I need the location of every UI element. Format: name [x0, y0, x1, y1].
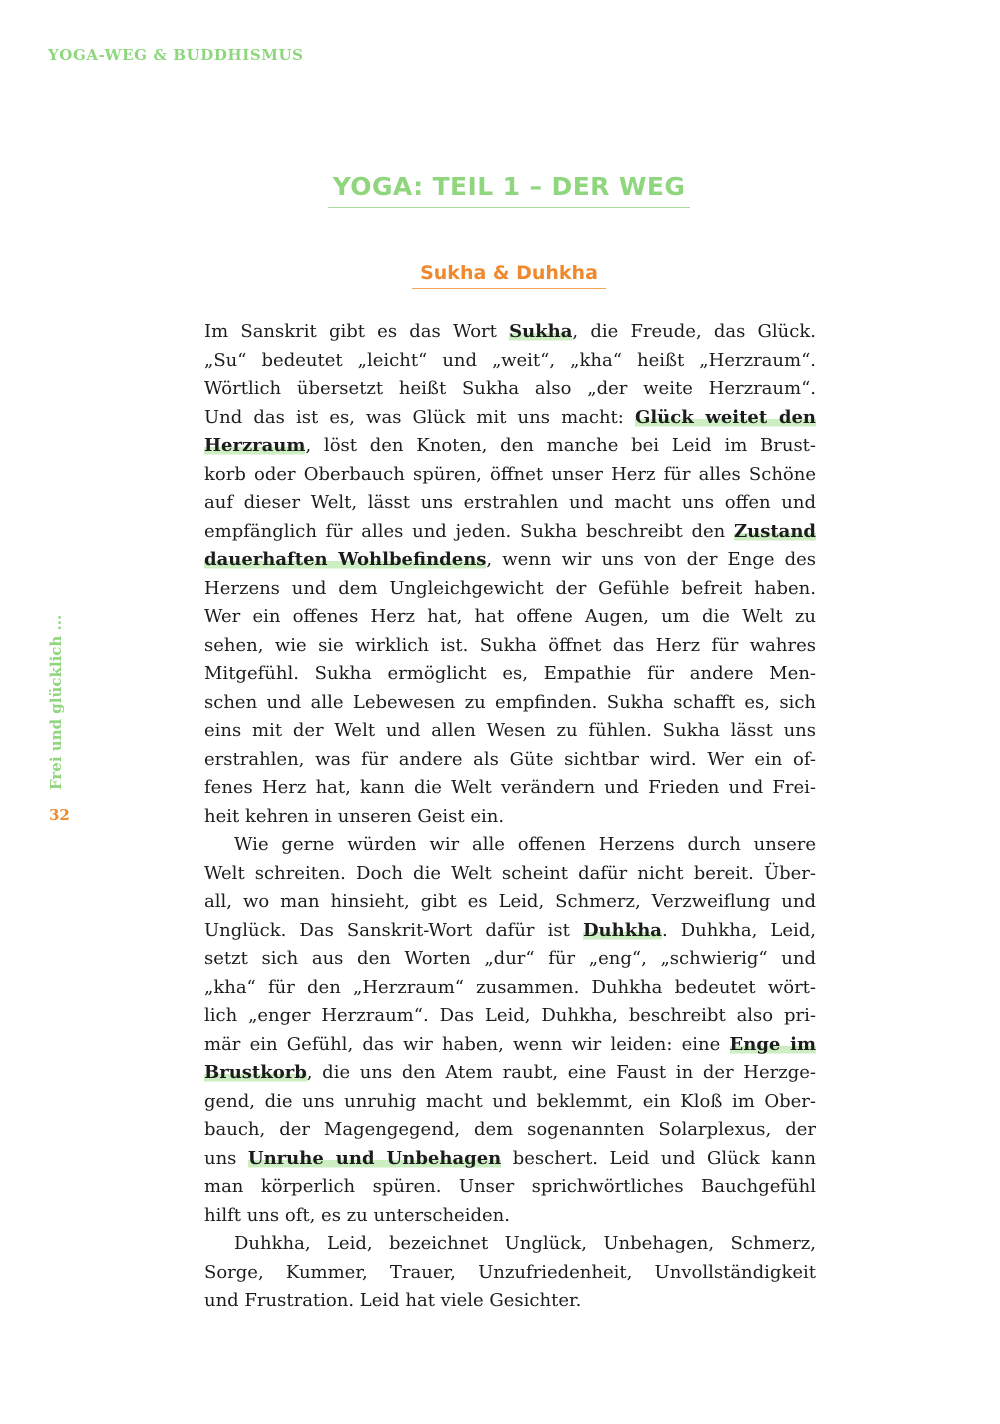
text-line: [204, 1002, 816, 1031]
text-segment: Im Sanskrit gibt es das Wort: [204, 321, 510, 342]
text-segment: , die Freude, das Glück.: [572, 321, 816, 342]
text-line: [204, 1259, 816, 1288]
chapter-title: YOGA: TEIL 1 – DER WEG: [328, 172, 690, 208]
text-line: [204, 318, 816, 347]
text-segment: gend, die uns unruhig macht und beklemmt, ein Kloß im Ober-: [204, 1090, 816, 1112]
text-line: [204, 603, 816, 632]
text-segment: , die uns den Atem raubt, eine Faust in der Herzge-: [306, 1062, 816, 1083]
text-line: [204, 974, 816, 1003]
text-segment: „kha“ für den „Herzraum“ zusammen. Duhkha bedeutet wört-: [204, 976, 816, 998]
text-segment: setzt sich aus den Worten „dur“ für „eng“, „schwierig“ und: [204, 948, 816, 969]
text-line: [204, 518, 816, 547]
text-line: [204, 632, 816, 661]
text-line: [204, 1230, 816, 1259]
text-line: [204, 1287, 816, 1316]
text-segment: mär ein Gefühl, das wir haben, wenn wir leiden: eine: [204, 1033, 730, 1055]
text-line: [204, 375, 816, 404]
text-segment: bauch, der Magengegend, dem sogenannten Solarplexus, der: [204, 1119, 816, 1140]
text-line: [204, 803, 816, 832]
text-line: [204, 1202, 816, 1231]
highlighted-term: Enge im: [729, 1033, 816, 1055]
text-segment: empfänglich für alles und jeden. Sukha beschreibt den: [204, 520, 734, 542]
text-segment: auf dieser Welt, lässt uns erstrahlen und macht uns offen und: [204, 492, 816, 513]
text-segment: Duhkha, Leid, bezeichnet Unglück, Unbehagen, Schmerz,: [234, 1233, 816, 1254]
text-line: [204, 1116, 816, 1145]
text-line: [204, 689, 816, 718]
highlighted-term: Sukha: [509, 321, 573, 342]
text-segment: beschert. Leid und Glück kann: [501, 1147, 816, 1169]
highlighted-term: Herzraum: [204, 435, 306, 456]
text-segment: Und das ist es, was Glück mit uns macht:: [204, 406, 635, 428]
text-segment: Welt schreiten. Doch die Welt scheint dafür nicht bereit. Über-: [204, 862, 816, 884]
text-line: [204, 489, 816, 518]
text-segment: all, wo man hinsieht, gibt es Leid, Schmerz, Verzweiflung und: [204, 891, 816, 912]
highlighted-term: dauerhaften Wohlbefindens: [204, 549, 487, 570]
text-line: [204, 717, 816, 746]
body-text: [204, 318, 816, 1316]
text-line: [204, 1088, 816, 1117]
text-line: [204, 461, 816, 490]
text-segment: Mitgefühl. Sukha ermöglicht es, Empathie für andere Men-: [204, 663, 816, 684]
text-segment: , löst den Knoten, den manche bei Leid im Brust-: [305, 435, 816, 456]
text-segment: sehen, wie sie wirklich ist. Sukha öffnet das Herz für wahres: [204, 634, 816, 656]
text-segment: und Frustration. Leid hat viele Gesichter.: [204, 1290, 582, 1311]
text-segment: heit kehren in unseren Geist ein.: [204, 805, 505, 827]
text-line: [204, 575, 816, 604]
highlighted-term: Brustkorb: [204, 1062, 307, 1083]
text-segment: fenes Herz hat, kann die Welt verändern und Frieden und Frei-: [204, 777, 816, 798]
text-segment: eins mit der Welt und allen Wesen zu fühlen. Sukha lässt uns: [204, 720, 816, 741]
highlighted-term: Duhkha: [582, 919, 662, 941]
text-segment: , wenn wir uns von der Enge des: [486, 549, 816, 570]
text-line: [204, 917, 816, 946]
text-line: [204, 1173, 816, 1202]
text-segment: erstrahlen, was für andere als Güte sichtbar wird. Wer ein of-: [204, 748, 816, 770]
text-segment: Unglück. Das Sanskrit-Wort dafür ist: [204, 919, 583, 941]
text-segment: uns: [204, 1147, 248, 1169]
text-line: [204, 945, 816, 974]
page-number: 32: [49, 806, 70, 824]
text-line: [204, 888, 816, 917]
highlighted-term: Zustand: [733, 520, 816, 542]
side-label: Frei und glücklich ...: [47, 614, 65, 790]
text-segment: hilft uns oft, es zu unterscheiden.: [204, 1204, 510, 1226]
text-line: [204, 860, 816, 889]
text-segment: Sorge, Kummer, Trauer, Unzufriedenheit, Unvollständigkeit: [204, 1261, 816, 1283]
text-segment: man körperlich spüren. Unser sprichwörtliches Bauchgefühl: [204, 1176, 816, 1197]
text-line: [204, 1031, 816, 1060]
section-title: Sukha & Duhkha: [412, 262, 606, 289]
text-line: [204, 746, 816, 775]
text-line: [204, 660, 816, 689]
running-head: YOGA-WEG & BUDDHISMUS: [48, 46, 304, 64]
text-segment: Herzens und dem Ungleichgewicht der Gefühle befreit haben.: [204, 577, 816, 599]
text-line: [204, 347, 816, 376]
text-segment: „Su“ bedeutet „leicht“ und „weit“, „kha“ heißt „Herzraum“.: [204, 349, 816, 371]
text-segment: korb oder Oberbauch spüren, öffnet unser Herz für alles Schöne: [204, 463, 816, 485]
text-segment: Wie gerne würden wir alle offenen Herzens durch unsere: [234, 834, 816, 855]
highlighted-term: Unruhe und Unbehagen: [247, 1147, 502, 1169]
text-line: [204, 404, 816, 433]
text-segment: Wörtlich übersetzt heißt Sukha also „der weite Herzraum“.: [204, 378, 816, 399]
highlighted-term: Glück weitet den: [634, 406, 816, 428]
text-segment: lich „enger Herzraum“. Das Leid, Duhkha, beschreibt also pri-: [204, 1005, 816, 1026]
text-line: [204, 432, 816, 461]
text-line: [204, 1059, 816, 1088]
text-line: [204, 1145, 816, 1174]
text-segment: schen und alle Lebewesen zu empfinden. Sukha schafft es, sich: [204, 691, 816, 713]
text-line: [204, 831, 816, 860]
text-segment: . Duhkha, Leid,: [661, 919, 817, 941]
text-line: [204, 774, 816, 803]
text-line: [204, 546, 816, 575]
text-segment: Wer ein offenes Herz hat, hat offene Augen, um die Welt zu: [204, 606, 816, 627]
